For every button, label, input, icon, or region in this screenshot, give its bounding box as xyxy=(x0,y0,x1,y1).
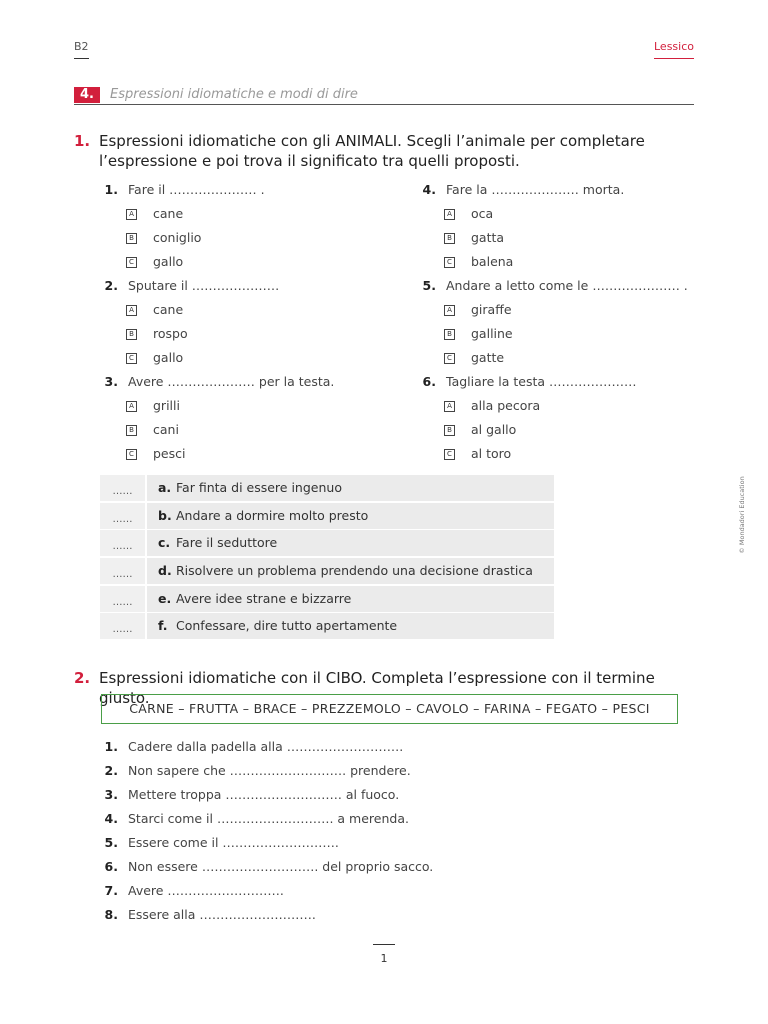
footer-divider xyxy=(373,944,395,945)
copyright-note xyxy=(736,473,748,557)
option-label: alla pecora xyxy=(471,398,541,413)
exercise-1-right-column xyxy=(418,178,718,466)
question-text: Tagliare la testa ………………… xyxy=(446,374,637,389)
exercise-1-number: 1. xyxy=(74,132,91,150)
unit-number: 4. xyxy=(74,87,100,103)
option-label: oca xyxy=(471,206,494,221)
unit-heading xyxy=(74,86,694,105)
question-1 xyxy=(100,178,400,202)
option-checkbox[interactable]: B xyxy=(126,425,137,436)
item-number: 4. xyxy=(104,811,118,826)
question-4 xyxy=(418,178,718,202)
copyright-text: © Mondadori Education xyxy=(738,476,746,554)
meaning-letter: d. xyxy=(158,563,172,579)
meaning-row xyxy=(100,613,554,639)
option-1a[interactable] xyxy=(100,202,400,226)
item-number: 2. xyxy=(104,763,118,778)
option-label: rospo xyxy=(153,326,188,341)
fill-item-6 xyxy=(100,855,500,879)
item-text: Avere ………………………. xyxy=(128,883,284,898)
fill-item-7 xyxy=(100,879,500,903)
option-checkbox[interactable]: A xyxy=(444,401,455,412)
option-checkbox[interactable]: A xyxy=(444,209,455,220)
unit-title: Espressioni idiomatiche e modi di dire xyxy=(110,87,358,102)
option-label: al toro xyxy=(471,446,512,461)
item-number: 8. xyxy=(104,907,118,922)
option-3c[interactable] xyxy=(100,442,400,466)
question-number: 4. xyxy=(422,182,436,197)
option-5c[interactable] xyxy=(418,346,718,370)
option-6b[interactable] xyxy=(418,418,718,442)
item-number: 6. xyxy=(104,859,118,874)
item-number: 3. xyxy=(104,787,118,802)
option-label: cane xyxy=(153,302,184,317)
meaning-text: Andare a dormire molto presto xyxy=(176,507,369,523)
page-number: 1 xyxy=(380,952,388,965)
fill-item-4 xyxy=(100,807,500,831)
answer-blank[interactable]: …… xyxy=(100,586,145,612)
option-label: coniglio xyxy=(153,230,202,245)
fill-item-8 xyxy=(100,903,500,927)
question-text: Avere ………………… per la testa. xyxy=(128,374,335,389)
option-label: gatta xyxy=(471,230,505,245)
item-number: 5. xyxy=(104,835,118,850)
meaning-row xyxy=(100,558,554,584)
section-label: Lessico xyxy=(654,40,694,59)
word-bank: CARNE – FRUTTA – BRACE – PREZZEMOLO – CAVOLO – FARINA – FEGATO – PESCI xyxy=(101,694,678,724)
option-checkbox[interactable]: A xyxy=(126,305,137,316)
answer-blank[interactable]: …… xyxy=(100,475,145,501)
option-label: al gallo xyxy=(471,422,517,437)
meaning-letter: c. xyxy=(158,535,171,551)
fill-item-1 xyxy=(100,735,500,759)
meaning-text: Fare il seduttore xyxy=(176,535,278,551)
option-label: cani xyxy=(153,422,179,437)
option-checkbox[interactable]: B xyxy=(444,329,455,340)
meaning-row xyxy=(100,530,554,556)
question-3 xyxy=(100,370,400,394)
meaning-letter: e. xyxy=(158,590,172,606)
meanings-table xyxy=(100,475,554,641)
option-2a[interactable] xyxy=(100,298,400,322)
option-5a[interactable] xyxy=(418,298,718,322)
option-checkbox[interactable]: A xyxy=(126,209,137,220)
option-checkbox[interactable]: C xyxy=(444,449,455,460)
option-5b[interactable] xyxy=(418,322,718,346)
item-text: Essere come il ………………………. xyxy=(128,835,339,850)
question-text: Andare a letto come le ………………… . xyxy=(446,278,688,293)
option-6a[interactable] xyxy=(418,394,718,418)
page-footer xyxy=(0,944,768,965)
item-text: Starci come il ………………………. a merenda. xyxy=(128,811,409,826)
option-2b[interactable] xyxy=(100,322,400,346)
meaning-row xyxy=(100,586,554,612)
meaning-letter: b. xyxy=(158,507,172,523)
exercise-1-left-column xyxy=(100,178,400,466)
option-4b[interactable] xyxy=(418,226,718,250)
question-number: 3. xyxy=(104,374,118,389)
meaning-text: Far finta di essere ingenuo xyxy=(176,480,342,495)
question-6 xyxy=(418,370,718,394)
page-header xyxy=(74,40,694,62)
option-1b[interactable] xyxy=(100,226,400,250)
option-label: gatte xyxy=(471,350,505,365)
item-text: Essere alla ………………………. xyxy=(128,907,316,922)
option-label: cane xyxy=(153,206,184,221)
item-text: Non essere ………………………. del proprio sacco. xyxy=(128,859,434,874)
question-number: 2. xyxy=(104,278,118,293)
meaning-letter: a. xyxy=(158,480,172,495)
option-checkbox[interactable]: B xyxy=(126,329,137,340)
meaning-text: Risolvere un problema prendendo una decisione drastica xyxy=(176,563,533,579)
question-5 xyxy=(418,274,718,298)
option-4c[interactable] xyxy=(418,250,718,274)
exercise-2-number: 2. xyxy=(74,669,91,687)
option-3a[interactable] xyxy=(100,394,400,418)
meaning-row xyxy=(100,503,554,529)
question-number: 1. xyxy=(104,182,118,197)
item-text: Mettere troppa ………………………. al fuoco. xyxy=(128,787,400,802)
question-text: Sputare il ………………… xyxy=(128,278,280,293)
option-checkbox[interactable]: C xyxy=(444,257,455,268)
exercise-1-heading xyxy=(74,131,708,171)
meaning-text: Avere idee strane e bizzarre xyxy=(176,590,352,606)
option-checkbox[interactable]: C xyxy=(126,353,137,364)
answer-blank[interactable]: …… xyxy=(100,613,145,639)
option-checkbox[interactable]: C xyxy=(126,449,137,460)
option-1c[interactable] xyxy=(100,250,400,274)
level-label: B2 xyxy=(74,40,89,59)
fill-item-3 xyxy=(100,783,500,807)
fill-item-5 xyxy=(100,831,500,855)
item-text: Cadere dalla padella alla ………………………. xyxy=(128,739,404,754)
item-number: 1. xyxy=(104,739,118,754)
option-label: pesci xyxy=(153,446,186,461)
exercise-2-list xyxy=(100,735,500,927)
option-label: grilli xyxy=(153,398,180,413)
option-label: balena xyxy=(471,254,514,269)
answer-blank[interactable]: …… xyxy=(100,530,145,556)
option-checkbox[interactable]: B xyxy=(444,233,455,244)
option-2c[interactable] xyxy=(100,346,400,370)
question-number: 5. xyxy=(422,278,436,293)
option-label: giraffe xyxy=(471,302,512,317)
exercise-2-instruction: Espressioni idiomatiche con il CIBO. Completa l’espressione con il termine giusto. xyxy=(99,669,655,707)
exercise-1-instruction: Espressioni idiomatiche con gli ANIMALI. Scegli l’animale per completare l’espressione e poi trova il significato tra quelli proposti. xyxy=(99,132,645,170)
option-3b[interactable] xyxy=(100,418,400,442)
answer-blank[interactable]: …… xyxy=(100,503,145,529)
meaning-letter: f. xyxy=(158,618,168,634)
option-6c[interactable] xyxy=(418,442,718,466)
item-text: Non sapere che ………………………. prendere. xyxy=(128,763,411,778)
question-text: Fare la ………………… morta. xyxy=(446,182,625,197)
item-number: 7. xyxy=(104,883,118,898)
meaning-text: Confessare, dire tutto apertamente xyxy=(176,618,398,634)
option-checkbox[interactable]: B xyxy=(126,233,137,244)
fill-item-2 xyxy=(100,759,500,783)
question-number: 6. xyxy=(422,374,436,389)
option-checkbox[interactable]: A xyxy=(126,401,137,412)
answer-blank[interactable]: …… xyxy=(100,558,145,584)
option-checkbox[interactable]: C xyxy=(444,353,455,364)
meaning-row xyxy=(100,475,554,501)
option-4a[interactable] xyxy=(418,202,718,226)
question-2 xyxy=(100,274,400,298)
option-label: gallo xyxy=(153,350,184,365)
question-text: Fare il ………………… . xyxy=(128,182,265,197)
option-checkbox[interactable]: B xyxy=(444,425,455,436)
option-label: gallo xyxy=(153,254,184,269)
option-checkbox[interactable]: A xyxy=(444,305,455,316)
option-label: galline xyxy=(471,326,513,341)
option-checkbox[interactable]: C xyxy=(126,257,137,268)
